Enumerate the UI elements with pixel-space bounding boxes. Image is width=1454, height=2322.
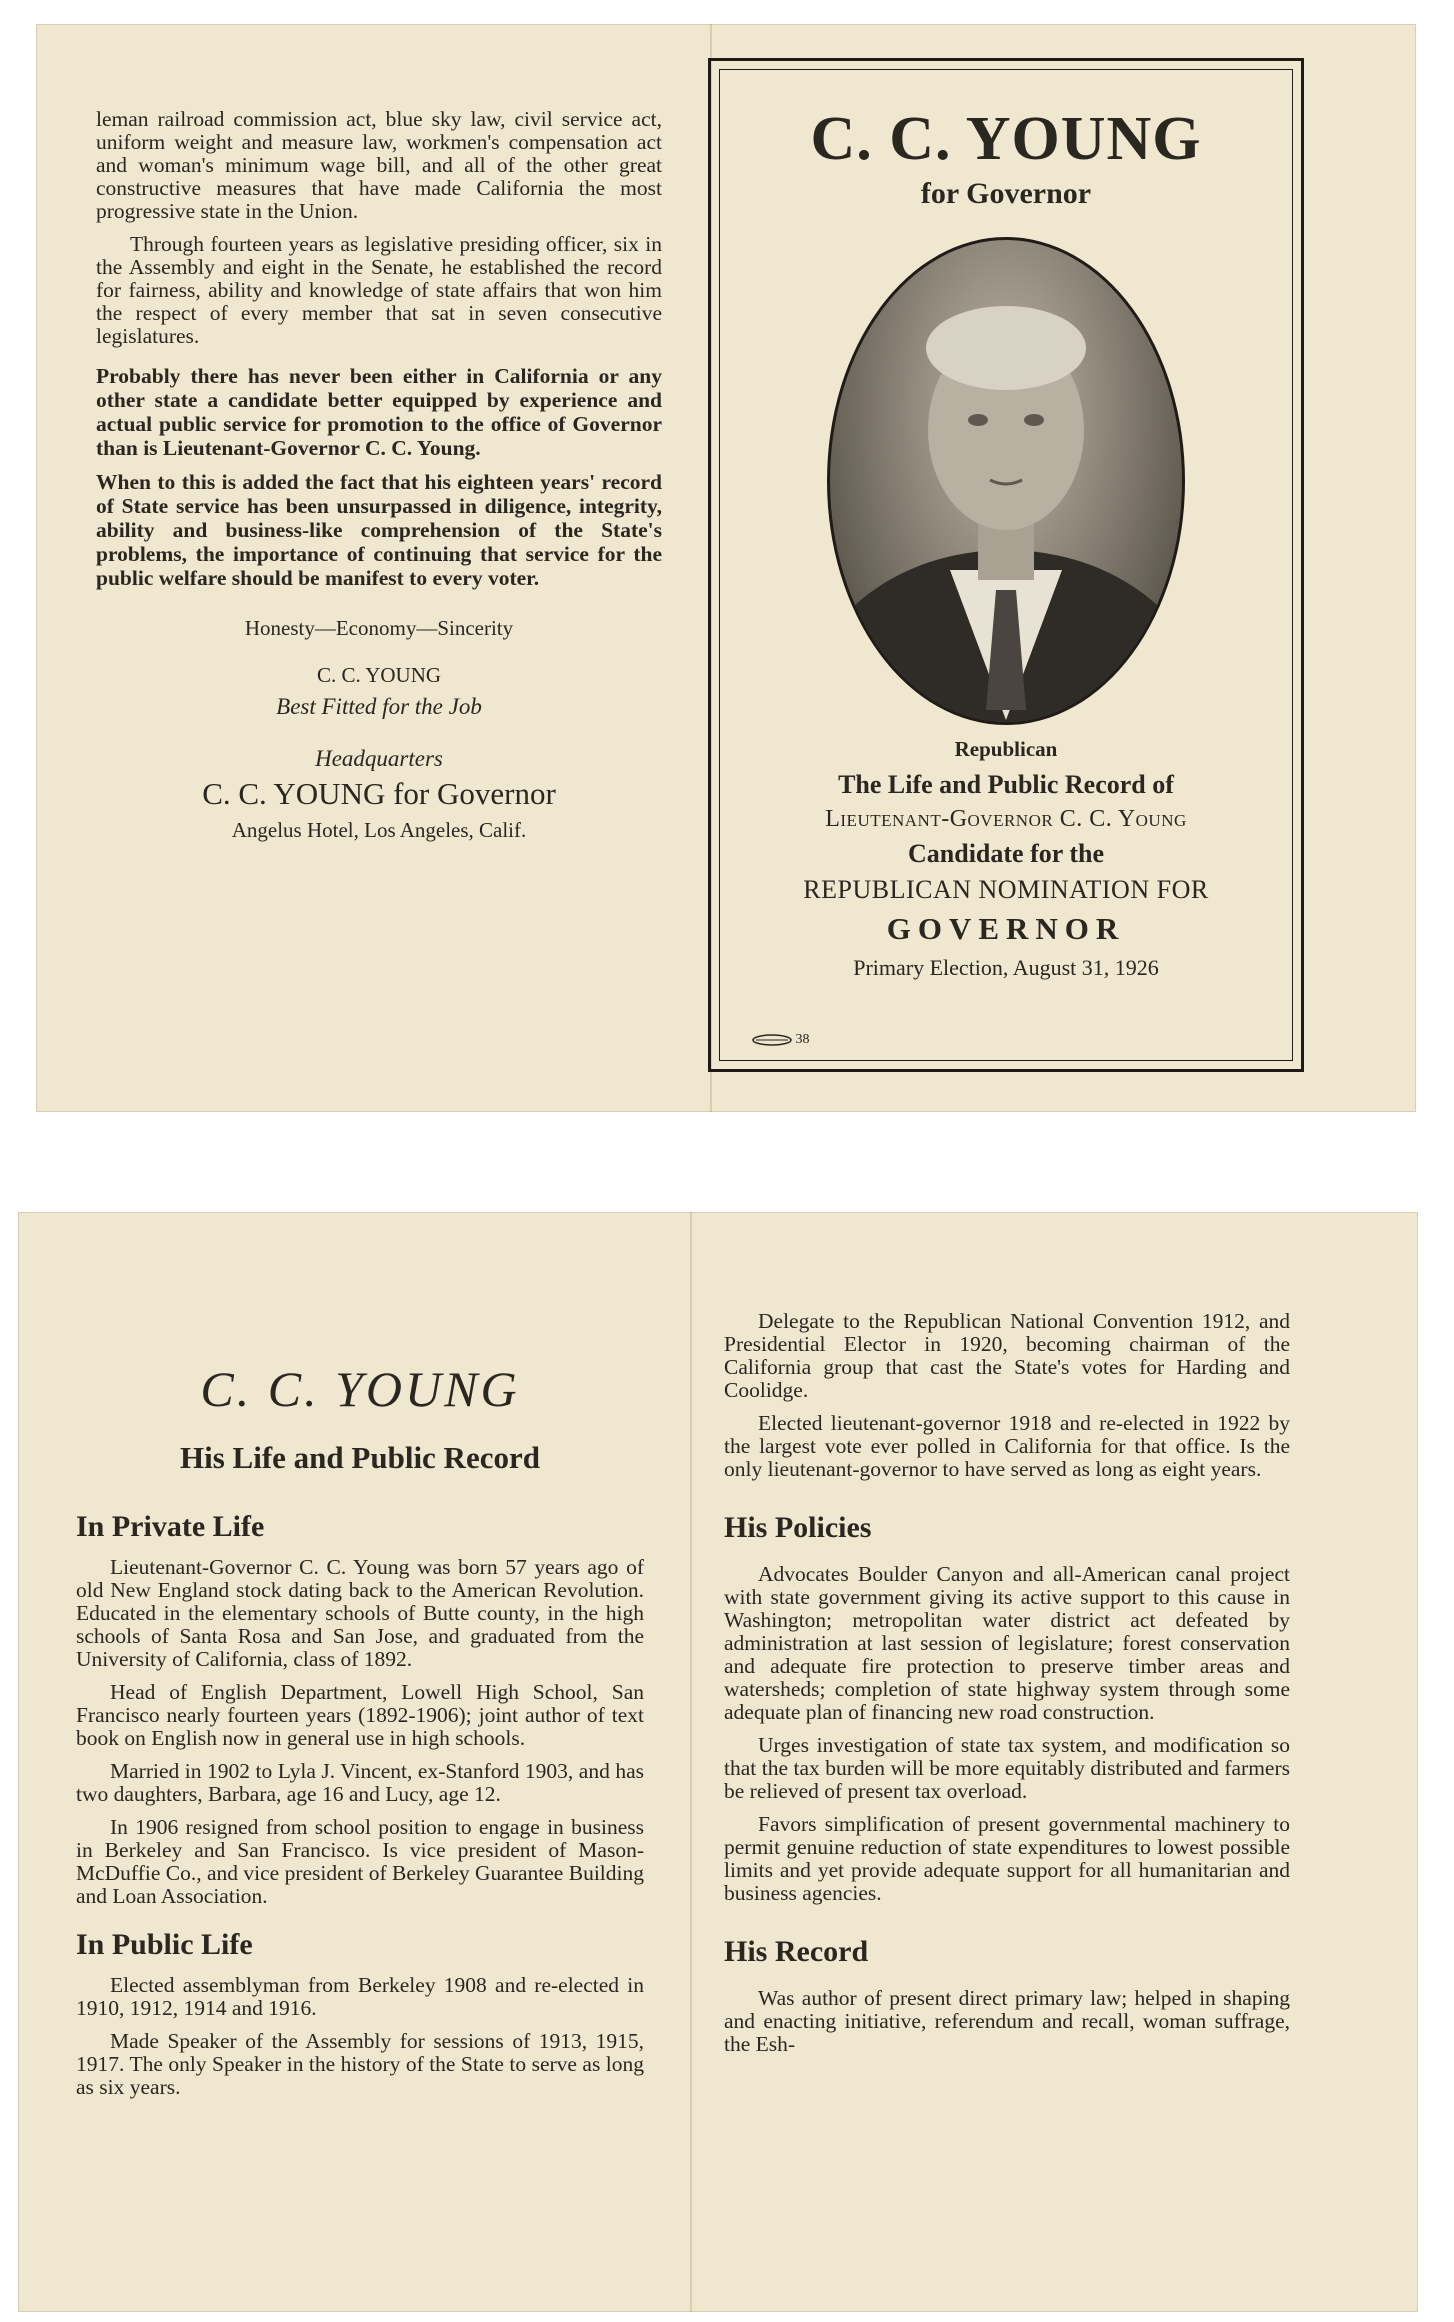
section-heading-policies: His Policies [724,1511,872,1544]
hq-address: Angelus Hotel, Los Angeles, Calif. [231,818,527,842]
cover-frame [708,58,1304,1072]
paragraph: Married in 1902 to Lyla J. Vincent, ex-Stanford 1903, and has two daughters, Barbara, age 16 and Lucy, age 12. [76,1759,644,1806]
primary-date: Primary Election, August 31, 1926 [853,955,1159,980]
union-bug [752,1032,810,1048]
cover-inner-border [719,69,1293,1061]
candidate-name: C. C. YOUNG [316,663,442,687]
life-record-line: The Life and Public Record of [838,770,1174,799]
paragraph: Elected lieutenant-governor 1918 and re-elected in 1922 by the largest vote ever polled in California for that office. Is the only lieutenant-governor to have served as long as eight years. [724,1411,1290,1481]
lt-governor-line: Lieutenant-Governor C. C. Young [825,806,1187,832]
paragraph: leman railroad commission act, blue sky law, civil service act, uniform weight and measure law, workmen's compensation act and woman's minimum wage bill, and all of the other great constructive measures that have made California the most progressive state in the Union. [96,107,662,223]
paragraph: Head of English Department, Lowell High School, San Francisco nearly fourteen years (1892-1906); joint author of text book on English now in general use in high schools. [76,1680,644,1750]
paragraph: Delegate to the Republican National Convention 1912, and Presidential Elector in 1920, becoming chairman of the California group that cast the State's votes for Harding and Coolidge. [724,1309,1290,1402]
section-heading-public: In Public Life [76,1928,253,1961]
inside-right-panel [724,1310,1290,2066]
cover-title: C. C. YOUNG [810,105,1202,173]
union-label-icon [752,1034,792,1046]
hq-label: Headquarters [315,746,443,771]
party-label: Republican [954,737,1058,761]
candidate-line: Candidate for the [908,839,1104,868]
office-line: GOVERNOR [886,911,1126,946]
inside-left-panel [76,1360,644,2109]
paragraph: In 1906 resigned from school position to engage in business in Berkeley and San Francisco. Is vice president of Mason-McDuffie Co., and vice president of Berkeley Guarantee Building and Loan Association. [76,1815,644,1908]
hq-title: C. C. YOUNG for Governor [202,776,556,811]
paragraph: Made Speaker of the Assembly for sessions of 1913, 1915, 1917. The only Speaker in the history of the State to serve as long as six years. [76,2029,644,2099]
cover-subtitle: for Governor [920,177,1092,210]
top-left-panel [96,108,662,843]
motto: Honesty—Economy—Sincerity [244,616,514,640]
paragraph: Probably there has never been either in California or any other state a candidate better equipped by experience and actual public service for promotion to the office of Governor than is Lieutenant-Governor C. C. Young. [96,364,662,460]
portrait-figure [830,240,1182,722]
candidate-portrait [827,237,1185,725]
section-heading-private: In Private Life [76,1510,265,1543]
inside-subtitle: His Life and Public Record [180,1440,540,1475]
paragraph: Favors simplification of present governmental machinery to permit genuine reduction of state expenditures to lowest possible limits and yet provide adequate support for all humanitarian and business agencies. [724,1812,1290,1905]
paragraph: When to this is added the fact that his eighteen years' record of State service has been unsurpassed in diligence, integrity, ability and business-like comprehension of the State's problems, the importance of continuing that service for the public welfare should be manifest to every voter. [96,470,662,590]
inside-title: C. C. YOUNG [200,1361,520,1417]
paragraph: Advocates Boulder Canyon and all-American canal project with state government giving its active support to this cause in Washington; metropolitan water district act defeated by administration at last session of legislature; forest conservation and adequate fire protection to preserve timber areas and watersheds; completion of state highway system through some adequate plan of financing new road construction. [724,1562,1290,1724]
nomination-line: REPUBLICAN NOMINATION FOR [803,875,1209,904]
fold-line [690,1212,692,2312]
paragraph: Was author of present direct primary law; helped in shaping and enacting initiative, referendum and recall, woman suffrage, the Esh- [724,1986,1290,2056]
section-heading-record: His Record [724,1935,869,1968]
paragraph: Elected assemblyman from Berkeley 1908 and re-elected in 1910, 1912, 1914 and 1916. [76,1973,644,2020]
paragraph: Through fourteen years as legislative presiding officer, six in the Assembly and eight in the Senate, he established the record for fairness, ability and knowledge of state affairs that won him the respect of every member that sat in seven consecutive legislatures. [96,232,662,348]
paragraph: Urges investigation of state tax system, and modification so that the tax burden will be more equitably distributed and farmers be relieved of present tax overload. [724,1733,1290,1803]
union-number: 38 [795,1032,810,1047]
slogan: Best Fitted for the Job [276,694,482,719]
paragraph: Lieutenant-Governor C. C. Young was born 57 years ago of old New England stock dating back to the American Revolution. Educated in the elementary schools of Butte county, in the high schools of Santa Rosa and San Jose, and graduated from the University of California, class of 1892. [76,1555,644,1671]
